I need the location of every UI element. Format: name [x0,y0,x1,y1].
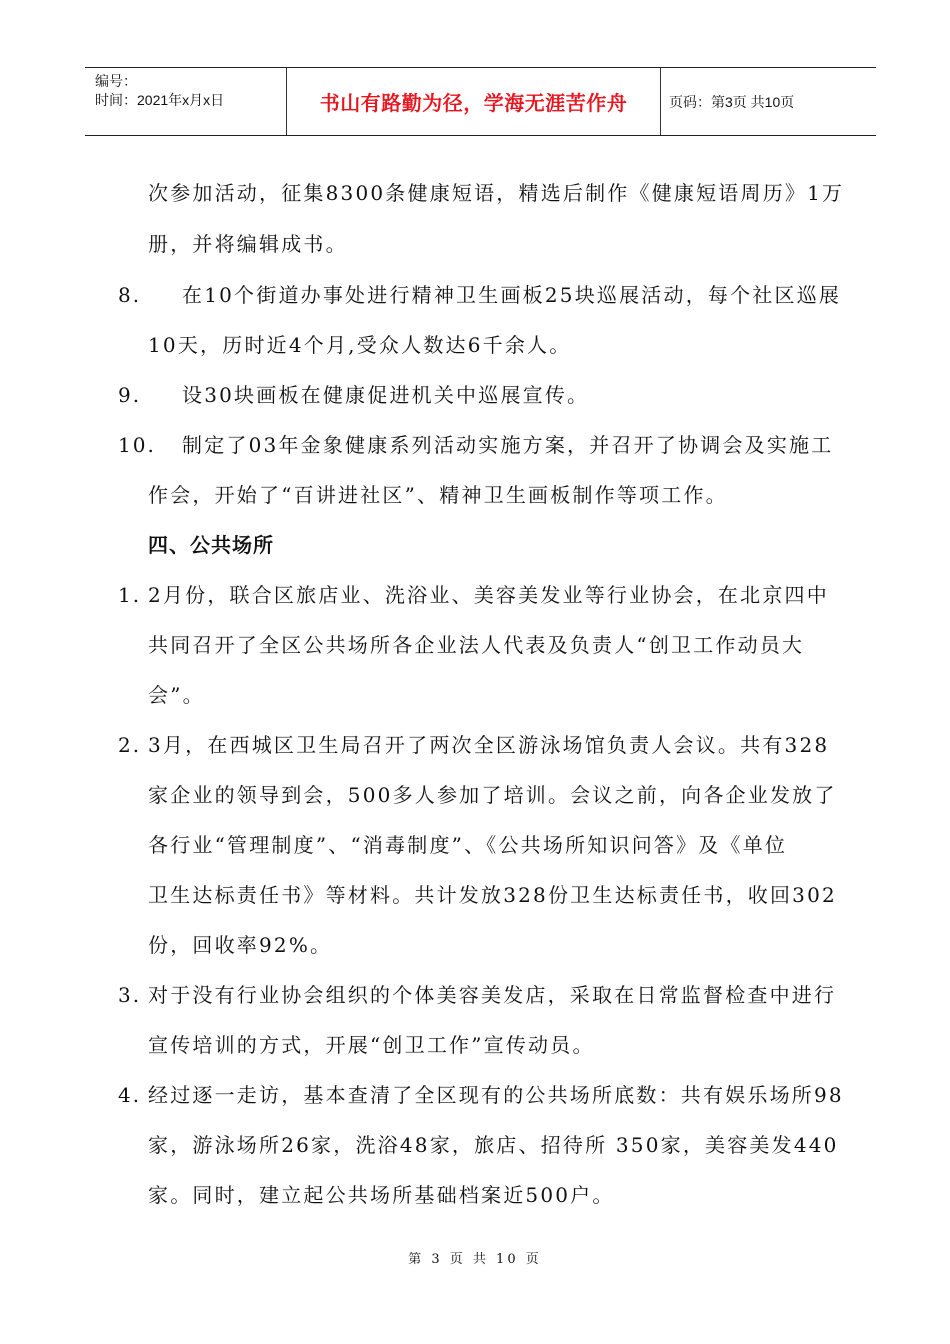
header-motto-cell [287,68,661,135]
body-line: 家，游泳场所26家，洗浴48家，旅店、招待所 350家，美容美发440 [148,1133,839,1157]
body-line: 10天，历时近4个月,受众人数达6千余人。 [148,333,572,357]
body-line: 在10个街道办事处进行精神卫生画板25块巡展活动，每个社区巡展 [182,283,842,307]
body-line: 卫生达标责任书》等材料。共计发放328份卫生达标责任书，收回302 [148,883,837,907]
list-number: 8. [118,283,142,307]
body-line: 次参加活动，征集8300条健康短语，精选后制作《健康短语周历》1万 [148,181,845,205]
header-page-info [661,68,876,135]
motto: 书山有路勤为径，学海无涯苦作舟 [319,91,628,115]
page-info: 页码：第3页 共10页 [669,93,795,110]
list-number: 10. [118,433,156,457]
list-number: 3. [118,983,142,1007]
body-line: 会”。 [148,683,205,707]
list-number: 1. [118,583,142,607]
body-line: 3月，在西城区卫生局召开了两次全区游泳场馆负责人会议。共有328 [148,733,830,757]
list-number: 2. [118,733,142,757]
list-number: 9. [118,383,142,407]
body-line: 共同召开了全区公共场所各企业法人代表及负责人“创卫工作动员大 [148,633,805,657]
body-line: 宣传培训的方式，开展“创卫工作”宣传动员。 [148,1033,595,1057]
body-line: 设30块画板在健康促进机关中巡展宣传。 [182,383,590,407]
body-line: 2月份，联合区旅店业、洗浴业、美容美发业等行业协会，在北京四中 [148,583,829,607]
document-number-label: 编号： [95,73,137,89]
body-line: 家企业的领导到会，500多人参加了培训。会议之前，向各企业发放了 [148,783,837,807]
document-header [85,67,876,136]
body-line: 家。同时，建立起公共场所基础档案近500户。 [148,1183,615,1207]
header-meta [85,68,287,135]
body-line: 各行业“管理制度”、“消毒制度”、《公共场所知识问答》及《单位 [148,833,788,857]
body-line: 作会，开始了“百讲进社区”、精神卫生画板制作等项工作。 [148,483,728,507]
body-line: 份，回收率92%。 [148,933,333,957]
body-line: 经过逐一走访，基本查清了全区现有的公共场所底数：共有娱乐场所98 [148,1083,844,1107]
document-date: 时间：2021年x月x日 [95,92,225,108]
body-line: 册，并将编辑成书。 [148,232,348,256]
section-heading: 四、公共场所 [148,533,274,557]
footer-page-number: 第 3 页 共 10 页 [408,1252,542,1267]
body-line: 对于没有行业协会组织的个体美容美发店，采取在日常监督检查中进行 [148,983,837,1007]
body-line: 制定了03年金象健康系列活动实施方案，并召开了协调会及实施工 [182,433,834,457]
list-number: 4. [118,1083,142,1107]
page-footer [0,1248,950,1267]
